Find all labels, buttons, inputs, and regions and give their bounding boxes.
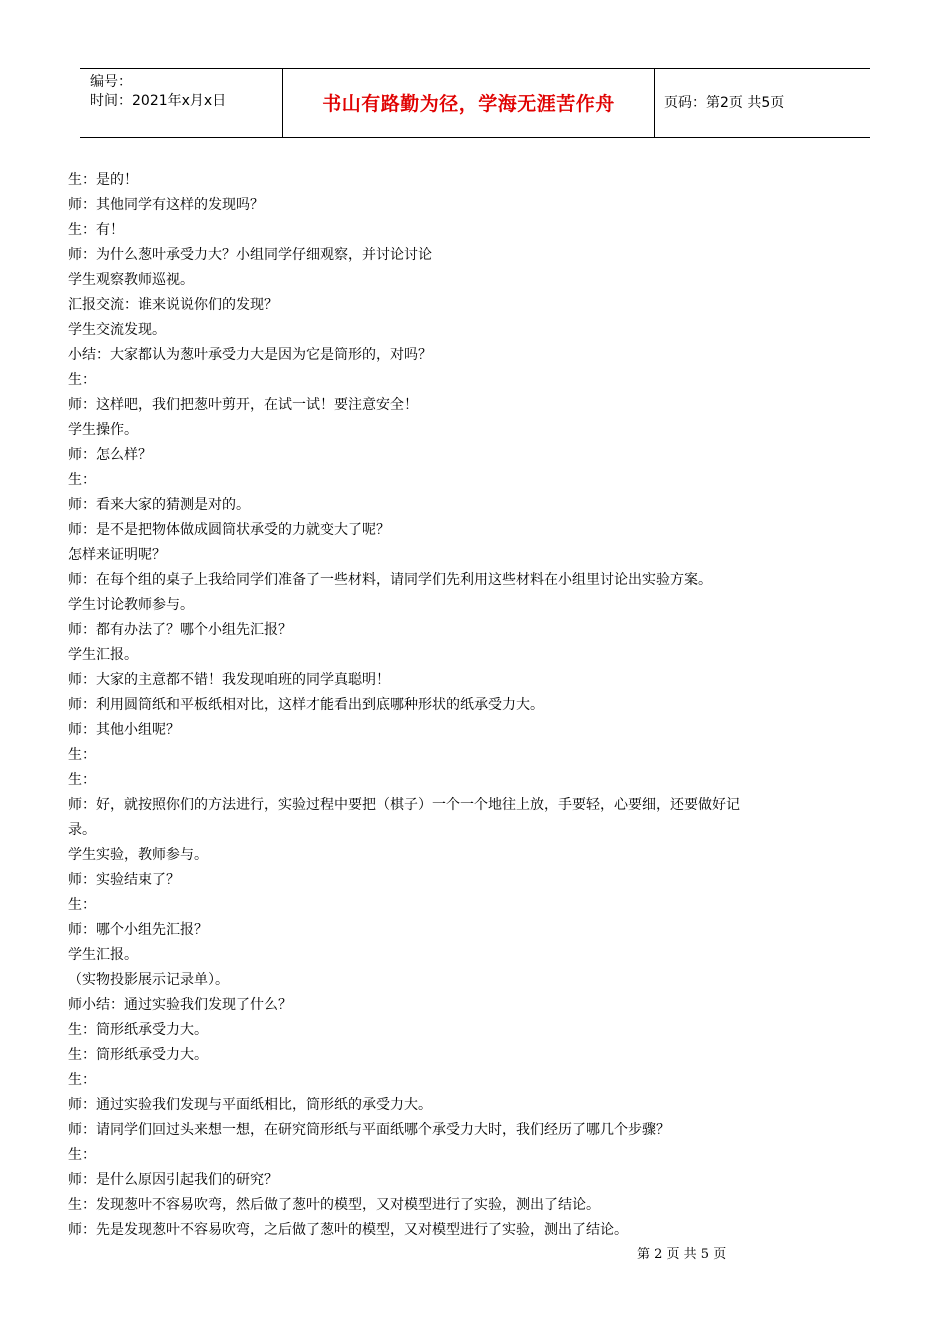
text-line: 师：为什么葱叶承受力大？小组同学仔细观察，并讨论讨论 xyxy=(68,247,432,263)
text-line: 学生交流发现。 xyxy=(68,322,166,338)
text-line: 生： xyxy=(68,1147,96,1163)
text-line: 师：其他同学有这样的发现吗？ xyxy=(68,197,264,213)
text-line: 师：大家的主意都不错！我发现咱班的同学真聪明！ xyxy=(68,672,390,688)
text-line: 师：看来大家的猜测是对的。 xyxy=(68,497,250,513)
text-line: 师：哪个小组先汇报？ xyxy=(68,922,208,938)
motto-text: 书山有路勤为径，学海无涯苦作舟 xyxy=(322,93,615,115)
text-line: 生：发现葱叶不容易吹弯，然后做了葱叶的模型，又对模型进行了实验，测出了结论。 xyxy=(68,1197,600,1213)
text-line: 师：实验结束了？ xyxy=(68,872,180,888)
document-body xyxy=(68,168,888,1243)
text-line: 生： xyxy=(68,897,96,913)
text-line: 小结：大家都认为葱叶承受力大是因为它是筒形的，对吗？ xyxy=(68,347,432,363)
text-line: 师：利用圆筒纸和平板纸相对比，这样才能看出到底哪种形状的纸承受力大。 xyxy=(68,697,544,713)
header-page-cell xyxy=(655,69,870,137)
text-line: 怎样来证明呢？ xyxy=(68,547,166,563)
text-line: 生：筒形纸承受力大。 xyxy=(68,1047,208,1063)
text-line: 学生汇报。 xyxy=(68,947,138,963)
header-info-cell xyxy=(80,69,283,137)
text-line: 师：好，就按照你们的方法进行，实验过程中要把（棋子）一个一个地往上放，手要轻，心要细，还要做好记 xyxy=(68,797,740,813)
text-line: 汇报交流：谁来说说你们的发现？ xyxy=(68,297,278,313)
text-line: 生： xyxy=(68,472,96,488)
page-code: 页码：第2页 共5页 xyxy=(664,95,785,111)
text-line: 师：请同学们回过头来想一想，在研究筒形纸与平面纸哪个承受力大时，我们经历了哪几个步骤？ xyxy=(68,1122,670,1138)
text-line: 师：先是发现葱叶不容易吹弯，之后做了葱叶的模型，又对模型进行了实验，测出了结论。 xyxy=(68,1222,628,1238)
text-line: 师：怎么样？ xyxy=(68,447,152,463)
text-line: 生： xyxy=(68,372,96,388)
page-header xyxy=(80,68,870,138)
text-line: 生：筒形纸承受力大。 xyxy=(68,1022,208,1038)
text-line: 师小结：通过实验我们发现了什么？ xyxy=(68,997,292,1013)
text-line: 师：是不是把物体做成圆筒状承受的力就变大了呢？ xyxy=(68,522,390,538)
text-line: 师：是什么原因引起我们的研究？ xyxy=(68,1172,278,1188)
text-line: 师：都有办法了？哪个小组先汇报？ xyxy=(68,622,292,638)
text-line: 学生讨论教师参与。 xyxy=(68,597,194,613)
text-line: 学生操作。 xyxy=(68,422,138,438)
text-line: 师：其他小组呢？ xyxy=(68,722,180,738)
text-line: 学生汇报。 xyxy=(68,647,138,663)
text-line: 生： xyxy=(68,1072,96,1088)
page-footer: 第 2 页 共 5 页 xyxy=(637,1247,727,1262)
text-line: 师：在每个组的桌子上我给同学们准备了一些材料，请同学们先利用这些材料在小组里讨论出实验方案。 xyxy=(68,572,712,588)
text-line: 师：这样吧，我们把葱叶剪开，在试一试！要注意安全！ xyxy=(68,397,418,413)
text-line: （实物投影展示记录单）。 xyxy=(68,972,229,988)
text-line: 生： xyxy=(68,772,96,788)
text-line: 录。 xyxy=(68,822,96,838)
header-motto-cell xyxy=(283,69,655,137)
text-line: 学生观察教师巡视。 xyxy=(68,272,194,288)
text-line: 生：是的！ xyxy=(68,172,138,188)
number-label: 编号： xyxy=(90,74,132,90)
text-line: 生： xyxy=(68,747,96,763)
text-line: 师：通过实验我们发现与平面纸相比，筒形纸的承受力大。 xyxy=(68,1097,432,1113)
date-line: 时间：2021年x月x日 xyxy=(90,93,227,109)
text-line: 生：有！ xyxy=(68,222,124,238)
text-line: 学生实验，教师参与。 xyxy=(68,847,208,863)
